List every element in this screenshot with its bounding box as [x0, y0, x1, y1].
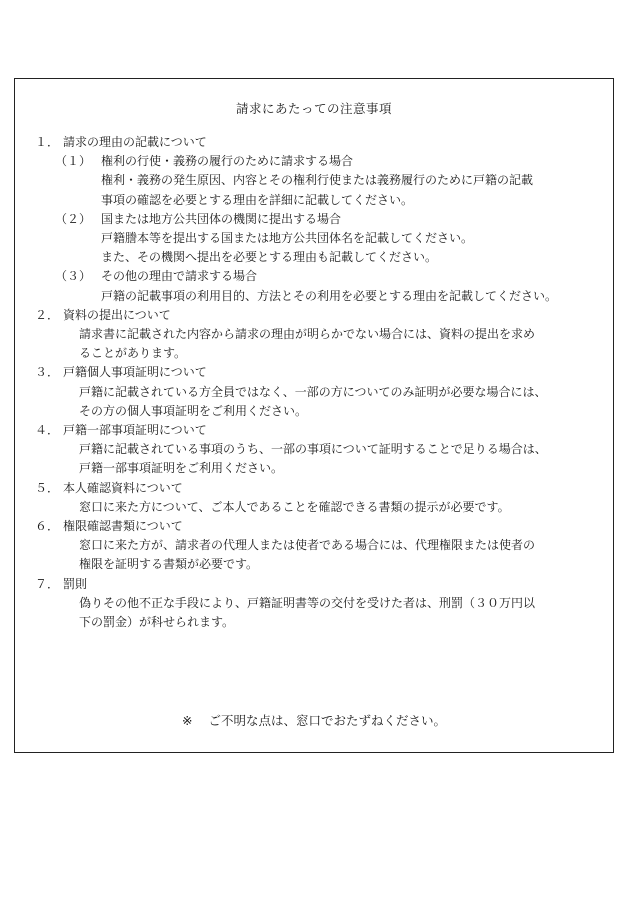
notice-box — [14, 78, 614, 753]
body-line: 下の罰金）が科せられます。 — [79, 615, 235, 630]
document-title: 請求にあたっての注意事項 — [235, 101, 392, 116]
section-number: ６． — [35, 519, 60, 534]
body-line: 偽りその他不正な手段により、戸籍証明書等の交付を受けた者は、刑罰（３０万円以 — [79, 595, 536, 610]
section-title: 請求の理由の記載について — [63, 135, 207, 149]
body-line: 窓口に来た方について、ご本人であることを確認できる書類の提示が必要です。 — [79, 499, 510, 514]
section-2 — [35, 306, 605, 364]
section-4 — [35, 421, 605, 479]
subsection-title: 権利の行使・義務の履行のために請求する場合 — [101, 154, 354, 169]
section-7 — [35, 575, 605, 633]
notice-content — [35, 133, 605, 632]
section-heading — [35, 306, 605, 325]
body-line: 権限を証明する書類が必要です。 — [79, 557, 259, 572]
section-1 — [35, 133, 605, 306]
body-line: 権利・義務の発生原因、内容とその権利行使または義務履行のために戸籍の記載 — [101, 173, 534, 188]
body-line: 戸籍の記載事項の利用目的、方法とその利用を必要とする理由を記載してください。 — [101, 288, 558, 303]
body-line: 戸籍に記載されている方全員ではなく、一部の方についてのみ証明が必要な場合には、 — [79, 384, 547, 399]
subsection-number: （３） — [55, 269, 92, 284]
section-heading — [35, 479, 605, 498]
subsection-heading — [35, 210, 605, 229]
section-heading — [35, 363, 605, 382]
body-line: その方の個人事項証明をご利用ください。 — [79, 403, 308, 418]
section-heading — [35, 133, 605, 152]
body-line: 窓口に来た方が、請求者の代理人または使者である場合には、代理権限または使者の — [79, 538, 536, 553]
subsection-number: （２） — [55, 211, 92, 226]
section-5 — [35, 479, 605, 517]
subsection-body — [35, 171, 605, 209]
body-line: ることがあります。 — [79, 346, 187, 361]
section-title: 罰則 — [63, 576, 88, 591]
section-heading — [35, 421, 605, 440]
footer-note — [15, 711, 613, 729]
body-line: 請求書に記載された内容から請求の理由が明らかでない場合には、資料の提出を求め — [79, 327, 536, 342]
section-body — [35, 594, 605, 632]
subsection-title: 国または地方公共団体の機関に提出する場合 — [101, 211, 342, 226]
reference-mark-icon: ※ — [182, 713, 193, 728]
section-body — [35, 383, 605, 421]
section-3 — [35, 363, 605, 421]
subsection-number: （１） — [55, 154, 92, 169]
section-body — [35, 325, 605, 363]
subsection-body — [35, 287, 605, 306]
subsection-heading — [35, 267, 605, 286]
subsection-body — [35, 229, 605, 267]
section-heading — [35, 517, 605, 536]
section-number: ２． — [35, 307, 60, 322]
section-number: ７． — [35, 576, 60, 591]
section-number: ４． — [35, 423, 60, 438]
section-title: 戸籍個人事項証明について — [63, 365, 207, 380]
body-line: 戸籍謄本等を提出する国または地方公共団体名を記載してください。 — [101, 231, 474, 246]
body-line: 戸籍一部事項証明をご利用ください。 — [79, 461, 284, 476]
footer-text: ご不明な点は、窓口でおたずねください。 — [208, 713, 446, 728]
body-line: また、その機関へ提出を必要とする理由も記載してください。 — [101, 250, 438, 265]
subsection-title: その他の理由で請求する場合 — [101, 269, 258, 284]
section-number: １． — [35, 135, 60, 149]
section-6 — [35, 517, 605, 575]
section-body — [35, 498, 605, 517]
section-title: 本人確認資料について — [63, 480, 183, 495]
body-line: 戸籍に記載されている事項のうち、一部の事項について証明することで足りる場合は、 — [79, 442, 547, 457]
body-line: 事項の確認を必要とする理由を詳細に記載してください。 — [101, 192, 414, 207]
subsection-heading — [35, 152, 605, 171]
section-body — [35, 440, 605, 478]
section-title: 権限確認書類について — [63, 519, 183, 534]
section-number: ３． — [35, 365, 60, 380]
section-number: ５． — [35, 480, 60, 495]
section-title: 戸籍一部事項証明について — [63, 423, 207, 438]
section-body — [35, 536, 605, 574]
section-title: 資料の提出について — [63, 307, 171, 322]
section-heading — [35, 575, 605, 594]
